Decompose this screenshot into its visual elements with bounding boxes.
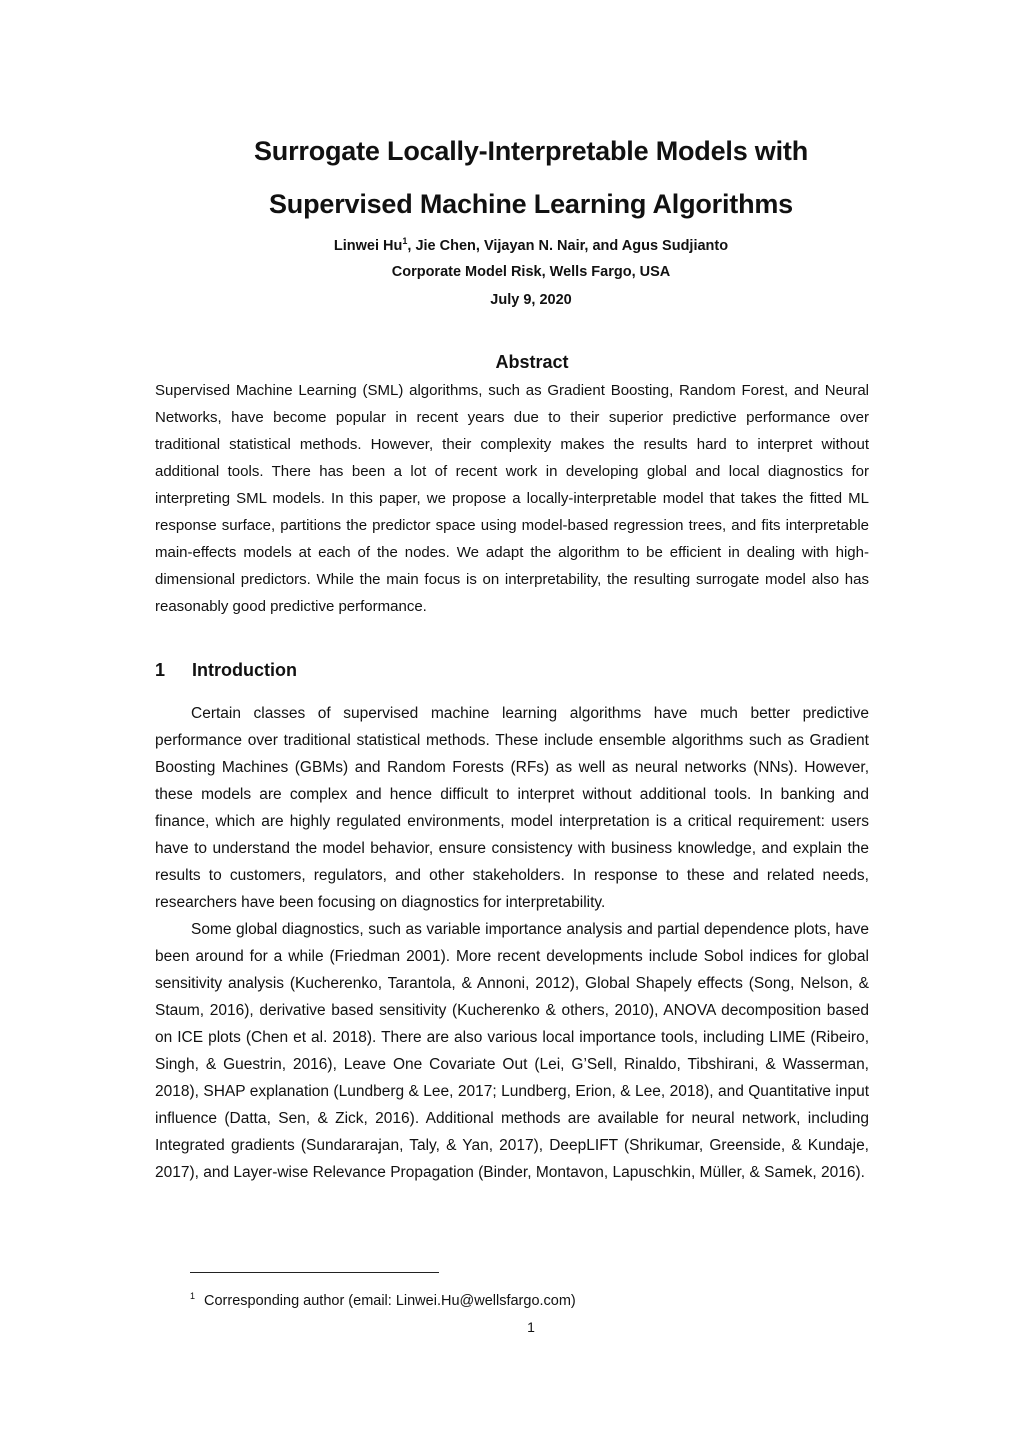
paper-title-line-1: Surrogate Locally-Interpretable Models with [254,136,808,166]
other-authors: , Jie Chen, Vijayan N. Nair, and Agus Sudjianto [407,238,729,254]
intro-paragraph-2: Some global diagnostics, such as variable importance analysis and partial dependence plots, have been around for a while (Friedman 2001). More recent developments include Sobol indices for global sensitivity analysis (Kucherenko, Tarantola, & Annoni, 2012), Global Shapely effects (Song, Nelson, & Staum, 2016), derivative based sensitivity (Kucherenko & others, 2010), ANOVA decomposition based on ICE plots (Chen et al. 2018). There are also various local importance tools, including LIME (Ribeiro, Singh, & Guestrin, 2016), Leave One Covariate Out (Lei, G’Sell, Rinaldo, Tibshirani, & Wasserman, 2018), SHAP explanation (Lundberg & Lee, 2017; Lundberg, Erion, & Lee, 2018), and Quantitative input influence (Datta, Sen, & Zick, 2016). Additional methods are available for neural network, including Integrated gradients (Sundararajan, Taly, & Yan, 2017), DeepLIFT (Shrikumar, Greenside, & Kundaje, 2017), and Layer-wise Relevance Propagation (Binder, Montavon, Lapuschkin, Müller, & Samek, 2016). [155,921,869,1181]
publication-date: July 9, 2020 [490,292,572,308]
abstract-text: Supervised Machine Learning (SML) algorithms, such as Gradient Boosting, Random Forest, and Neural Networks, have become popular in recent years due to their superior predictive performance over traditional statistical methods. However, their complexity makes the results hard to interpret without additional tools. There has been a lot of recent work in developing global and local diagnostics for interpreting SML models. In this paper, we propose a locally-interpretable model that takes the fitted ML response surface, partitions the predictor space using model-based regression trees, and fits interpretable main-effects models at each of the nodes. We adapt the algorithm to be efficient in dealing with high-dimensional predictors. While the main focus is on interpretability, the resulting surrogate model also has reasonably good predictive performance. [155,382,869,615]
introduction-body [155,700,869,1186]
abstract-heading: Abstract [495,352,569,372]
footnote-mark: 1 [190,1291,196,1301]
paper-title-line-2: Supervised Machine Learning Algorithms [268,189,793,219]
footnote-divider [190,1272,439,1273]
footnote [190,1291,576,1309]
footnote-text: Corresponding author (email: Linwei.Hu@wellsfargo.com) [204,1293,576,1309]
author-footnote-mark[interactable]: 1 [402,236,408,246]
section-heading-introduction [155,660,297,681]
section-title: Introduction [192,660,297,680]
author-list [0,236,1024,254]
section-number: 1 [155,660,166,680]
intro-paragraph-1: Certain classes of supervised machine learning algorithms have much better predictive performance over traditional statistical methods. These include ensemble algorithms such as Gradient Boosting Machines (GBMs) and Random Forests (RFs) as well as neural networks (NNs). However, these models are complex and hence difficult to interpret without additional tools. In banking and finance, which are highly regulated environments, model interpretation is a critical requirement: users have to understand the model behavior, ensure consistency with business knowledge, and explain the results to customers, regulators, and other stakeholders. In response to these and related needs, researchers have been focusing on diagnostics for interpretability. [155,705,869,911]
affiliation: Corporate Model Risk, Wells Fargo, USA [391,264,671,280]
page-number: 1 [527,1319,535,1335]
first-author: Linwei Hu [333,238,403,254]
